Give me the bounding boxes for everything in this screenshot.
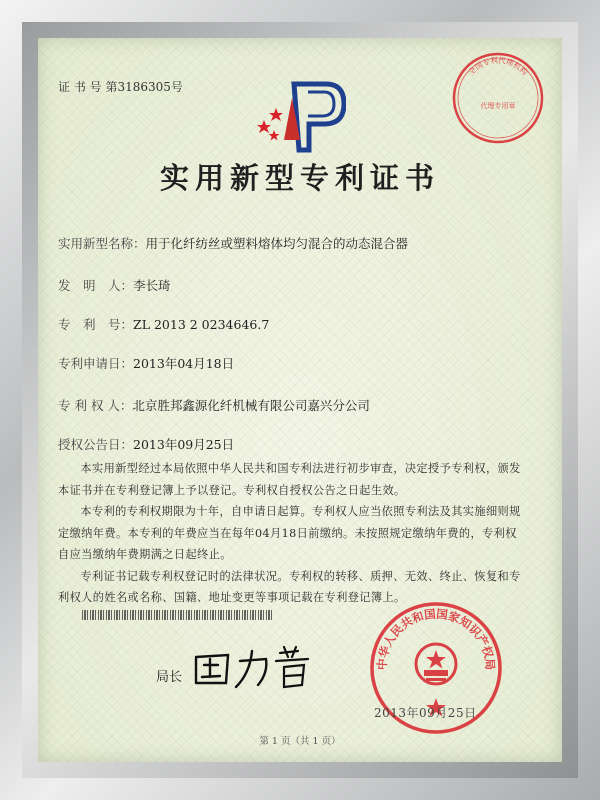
grant-date-row — [58, 435, 234, 453]
seal-date: 2013年09月25日 — [374, 706, 477, 720]
certificate-body — [58, 458, 528, 609]
patentee-row — [58, 396, 370, 414]
inventor-value: 李长琦 — [133, 278, 171, 293]
certificate-paper — [38, 38, 562, 762]
certificate-number: 证 书 号 第3186305号 — [58, 80, 183, 94]
barcode — [82, 610, 272, 620]
body-paragraph-1: 本实用新型经过本局依照中华人民共和国专利法进行初步审查，决定授予专利权，颁发本证书并在专利登记簿上予以登记。专利权自授权公告之日起生效。 — [58, 462, 521, 497]
filing-date-value: 2013年04月18日 — [133, 356, 235, 371]
filing-date-row — [58, 354, 234, 372]
agent-seal-center-text: 代理专用章 — [480, 102, 516, 110]
inventor-row — [58, 276, 171, 294]
inventor-label: 发 明 人： — [58, 278, 134, 293]
page-footer: 第 1 页（共 1 页） — [259, 736, 341, 747]
patentee-label: 专 利 权 人： — [58, 398, 133, 413]
certificate-title: 实用新型专利证书 — [159, 161, 440, 195]
grant-date-label: 授权公告日： — [58, 437, 134, 452]
patent-number-value: ZL 2013 2 0234646.7 — [133, 317, 270, 332]
national-emblem-icon — [416, 644, 456, 684]
director-label: 局长 — [156, 670, 183, 685]
patentee-value: 北京胜邦鑫源化纤机械有限公司嘉兴分公司 — [132, 398, 370, 413]
utility-model-name-label: 实用新型名称： — [58, 236, 146, 251]
sipo-logo-icon — [254, 78, 346, 158]
grant-date-value: 2013年09月25日 — [133, 437, 235, 452]
agent-seal-stamp — [450, 50, 546, 146]
patent-number-label: 专 利 号： — [58, 317, 134, 332]
body-paragraph-2: 本专利的专利权期限为十年，自申请日起算。专利权人应当依照专利法及其实施细则规定缴纳年费。本专利的年费应当在每年04月18日前缴纳。未按照规定缴纳年费的，专利权自应当缴纳年费期满之日起终止。 — [58, 505, 521, 561]
official-seal-ring-text: 中华人民共和国国家知识产权局 — [374, 606, 498, 671]
filing-date-label: 专利申请日： — [58, 356, 134, 371]
agent-seal-ring-text: 全国专利代理机构 — [466, 55, 530, 77]
utility-model-name-value: 用于化纤纺丝或塑料熔体均匀混合的动态混合器 — [145, 236, 409, 251]
body-paragraph-3: 专利证书记载专利权登记时的法律状况。专利权的转移、质押、无效、终止、恢复和专利权人的姓名或名称、国籍、地址变更等事项记载在专利登记簿上。 — [58, 569, 521, 604]
utility-model-name-row — [58, 234, 408, 252]
director-signature — [188, 643, 328, 693]
patent-number-row — [58, 315, 269, 333]
